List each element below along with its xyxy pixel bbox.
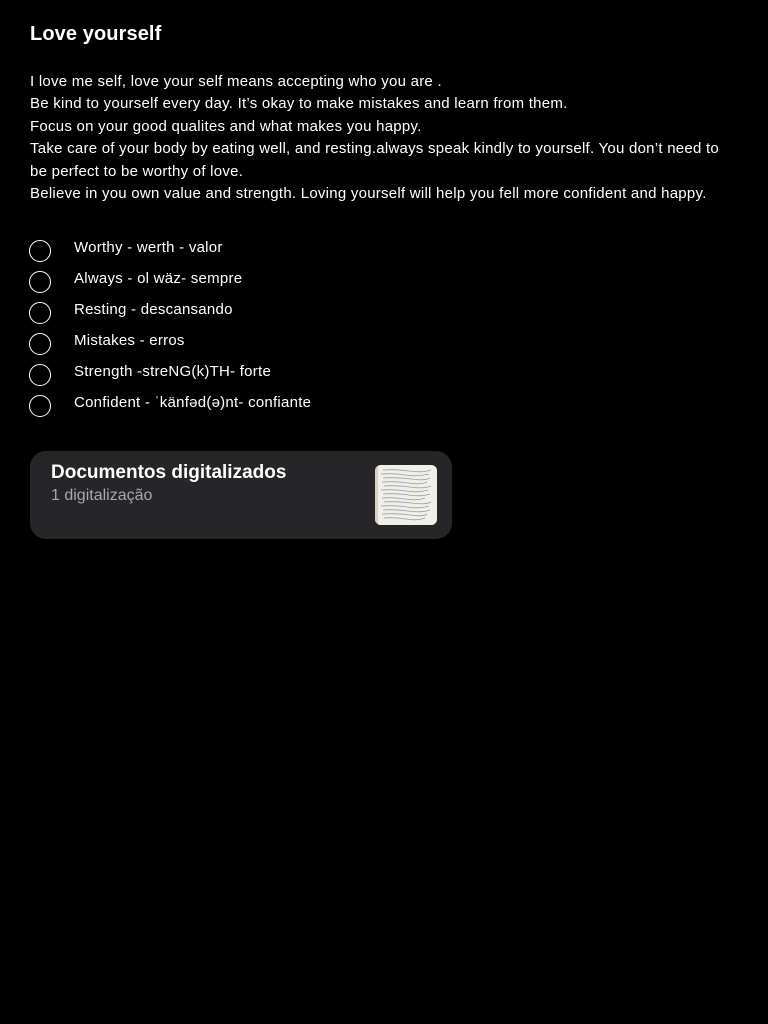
note-paragraph[interactable]: Focus on your good qualites and what makes you happy.: [30, 117, 422, 135]
unchecked-circle-icon[interactable]: [29, 271, 51, 293]
scanned-documents-title: Documentos digitalizados: [51, 462, 287, 483]
scanned-page-thumbnail-icon[interactable]: [375, 465, 437, 525]
checklist-item: [30, 325, 740, 356]
unchecked-circle-icon[interactable]: [29, 395, 51, 417]
checklist-item: [30, 232, 740, 263]
checklist-item-label[interactable]: Worthy - werth - valor: [74, 239, 223, 257]
checklist-item-label[interactable]: Mistakes - erros: [74, 332, 185, 350]
unchecked-circle-icon[interactable]: [29, 302, 51, 324]
unchecked-circle-icon[interactable]: [29, 364, 51, 386]
checklist-item: [30, 387, 740, 418]
scanned-documents-card[interactable]: [30, 451, 452, 539]
note-paragraph[interactable]: I love me self, love your self means accepting who you are .: [30, 73, 442, 90]
note-body[interactable]: [30, 71, 740, 205]
checklist-item-label[interactable]: Strength -streNG(k)TH- forte: [74, 363, 272, 381]
checklist-item: [30, 263, 740, 294]
note-paragraph[interactable]: Take care of your body by eating well, and resting.always speak kindly to yourself. You don’t need to be perfect to be worthy of love.: [30, 140, 719, 180]
checklist: [30, 232, 740, 418]
checklist-item-label[interactable]: Confident - ˈkänfəd(ə)nt- confiante: [74, 394, 312, 412]
scan-count: 1 digitalização: [51, 487, 153, 504]
checklist-item: [30, 356, 740, 387]
note-paragraph[interactable]: Be kind to yourself every day. It’s okay to make mistakes and learn from them.: [30, 95, 568, 113]
unchecked-circle-icon[interactable]: [29, 240, 51, 262]
handwritten-page-icon: [375, 465, 437, 525]
checklist-item-label[interactable]: Resting - descansando: [74, 301, 233, 319]
note-title[interactable]: Love yourself: [30, 23, 162, 45]
note-paragraph[interactable]: Believe in you own value and strength. Loving yourself will help you fell more confident and happy.: [30, 185, 707, 203]
note-content[interactable]: [30, 20, 740, 434]
checklist-item-label[interactable]: Always - ol wäz- sempre: [74, 270, 243, 288]
unchecked-circle-icon[interactable]: [29, 333, 51, 355]
checklist-item: [30, 294, 740, 325]
